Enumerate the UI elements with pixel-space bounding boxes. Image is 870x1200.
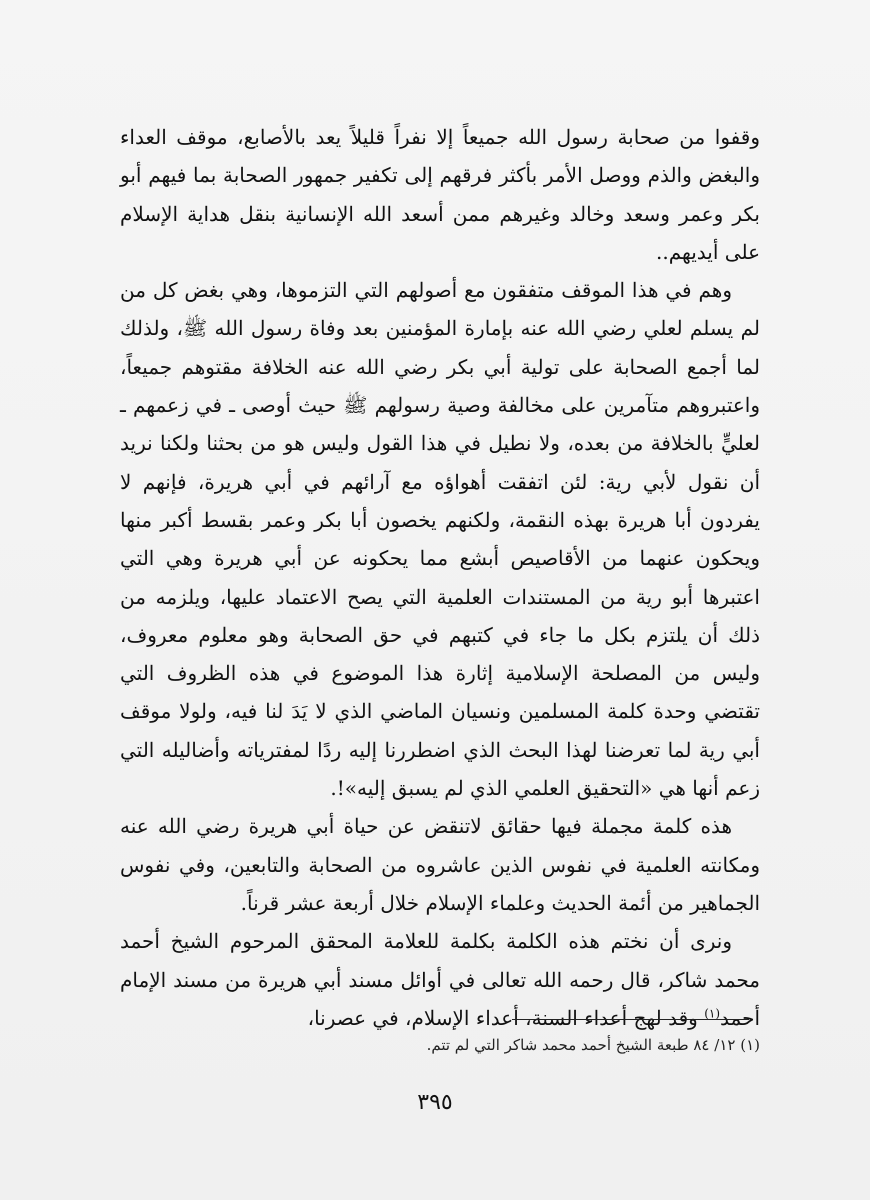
paragraph-4-text: ونرى أن نختم هذه الكلمة بكلمة للعلامة المحقق المرحوم الشيخ أحمد محمد شاكر، قال رحمه الله تعالى في أوائل مسند أبي هريرة من مسند الإمام أحمد	[120, 929, 760, 1030]
paragraph-1: وقفوا من صحابة رسول الله جميعاً إلا نفراً قليلاً يعد بالأصابع، موقف العداء والبغض والذم ووصل الأمر بأكثر فرقهم إلى تكفير جمهور الصحابة بما فيهم أبو بكر وعمر وسعد وخالد وغيرهم ممن أسعد الله الإنسانية بنقل هداية الإسلام على أيديهم..	[120, 125, 760, 264]
page-number: ٣٩٥	[417, 1090, 453, 1115]
footnote-marker[interactable]: (١)	[704, 1006, 721, 1021]
paragraph-4-text-continued: وقد لهج أعداء السنة، أعداء الإسلام، في عصرنا،	[307, 1005, 705, 1030]
paragraph-2: وهم في هذا الموقف متفقون مع أصولهم التي التزموها، وهي بغض كل من لم يسلم لعلي رضي الله عنه بإمارة المؤمنين بعد وفاة رسول الله ﷺ، ولذلك لما أجمع الصحابة على تولية أبي بكر رضي الله عنه الخلافة مقتوهم جميعاً، واعتبروهم متآمرين على مخالفة وصية رسولهم ﷺ حيث أوصى ـ في زعمهم ـ لعليٍّ بالخلافة من بعده، ولا نطيل في هذا القول وليس هو من بحثنا ولكنا نريد أن نقول لأبي رية: لئن اتفقت أهواؤه مع آرائهم في أبي هريرة، فإنهم لا يفردون أبا هريرة بهذه النقمة، ولكنهم يخصون أبا بكر وعمر بقسط أكبر منها ويحكون عنهما من الأقاصيص أبشع مما يحكونه عن أبي هريرة وهي التي اعتبرها أبو رية من المستندات العلمية التي يصح الاعتماد عليها، ويلزمه من ذلك أن يلتزم بكل ما جاء في كتبهم في حق الصحابة وهو معلوم معروف، وليس من المصلحة الإسلامية إثارة هذا الموضوع في هذه الظروف التي تقتضي وحدة كلمة المسلمين ونسيان الماضي الذي لا يَدَ لنا فيه، ولولا موقف أبي رية لما تعرضنا لهذا البحث الذي اضطررنا إليه ردًا لمفترياته وأضاليله التي زعم أنها هي «التحقيق العلمي الذي لم يسبق إليه»!.	[120, 278, 760, 801]
footnote-divider	[512, 1019, 749, 1020]
body-text	[120, 118, 760, 1037]
paragraph-3: هذه كلمة مجملة فيها حقائق لاتنقض عن حياة أبي هريرة رضي الله عنه ومكانته العلمية في نفوس الذين عاشروه من الصحابة والتابعين، وفي نفوس الجماهير من أئمة الحديث وعلماء الإسلام خلال أربعة عشر قرناً.	[120, 814, 760, 915]
footnote: (١) ١٢/ ٨٤ طبعة الشيخ أحمد محمد شاكر التي لم تتم.	[426, 1036, 760, 1054]
